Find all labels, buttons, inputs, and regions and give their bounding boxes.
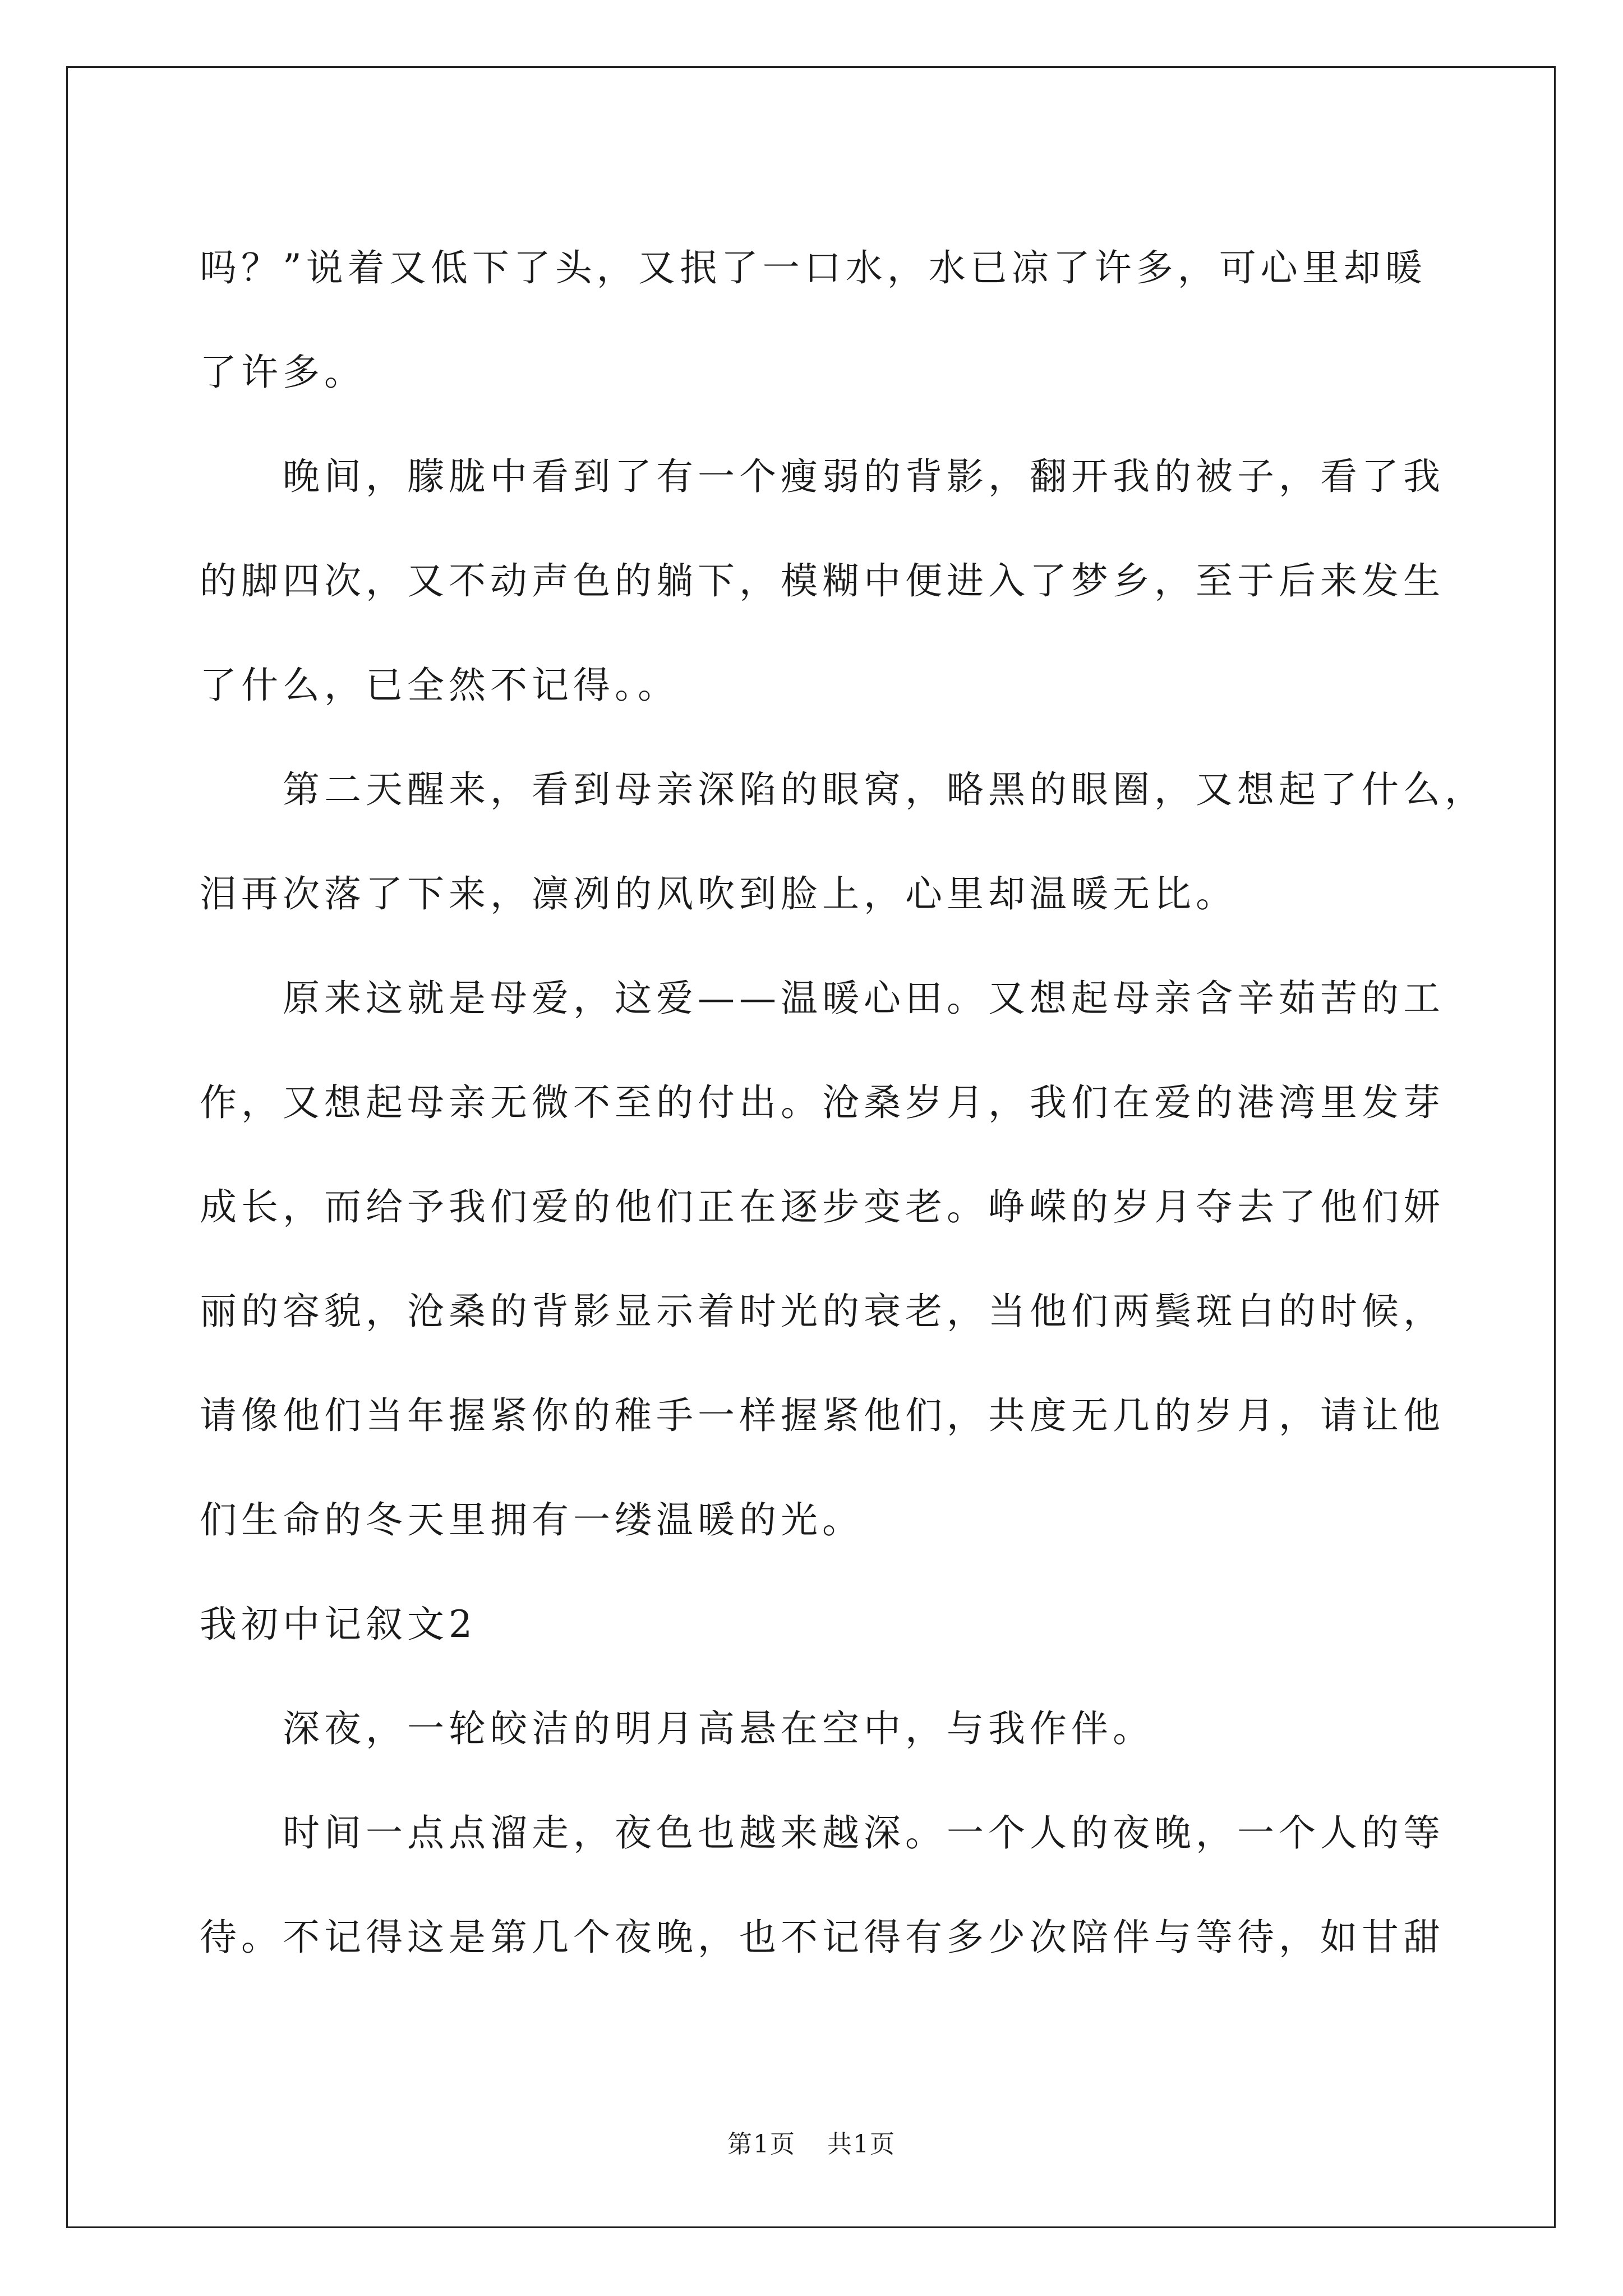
text-line: 泪再次落了下来，凛冽的风吹到脸上，心里却温暖无比。 bbox=[200, 872, 1237, 915]
text-line: 了许多。 bbox=[200, 351, 366, 394]
text-line: 作，又想起母亲无微不至的付出。沧桑岁月，我们在爱的港湾里发芽 bbox=[200, 1081, 1445, 1124]
text-line: 请像他们当年握紧你的稚手一样握紧他们，共度无几的岁月，请让他 bbox=[200, 1394, 1445, 1437]
text-line: 吗？”说着又低下了头，又抿了一口水，水已凉了许多，可心里却暖 bbox=[200, 246, 1427, 289]
text-line: 深夜，一轮皎洁的明月高悬在空中，与我作伴。 bbox=[283, 1707, 1154, 1750]
document-body bbox=[200, 216, 1486, 1990]
text-line: 原来这就是母爱，这爱——温暖心田。又想起母亲含辛茹苦的工 bbox=[283, 977, 1445, 1020]
text-line: 的脚四次，又不动声色的躺下，模糊中便进入了梦乡，至于后来发生 bbox=[200, 559, 1445, 602]
page-total: 共1页 bbox=[827, 2130, 896, 2159]
section-heading: 我初中记叙文2 bbox=[200, 1603, 477, 1646]
text-line: 第二天醒来，看到母亲深陷的眼窝，略黑的眼圈，又想起了什么， bbox=[283, 768, 1486, 811]
page-footer bbox=[0, 2128, 1623, 2161]
text-line: 晚间，朦胧中看到了有一个瘦弱的背影，翻开我的被子，看了我 bbox=[283, 455, 1445, 498]
text-line: 丽的容貌，沧桑的背影显示着时光的衰老，当他们两鬓斑白的时候， bbox=[200, 1290, 1445, 1333]
text-line: 待。不记得这是第几个夜晚，也不记得有多少次陪伴与等待，如甘甜 bbox=[200, 1916, 1445, 1959]
page-number: 第1页 bbox=[727, 2130, 796, 2159]
text-line: 成长，而给予我们爱的他们正在逐步变老。峥嵘的岁月夺去了他们妍 bbox=[200, 1185, 1445, 1228]
text-line: 们生命的冬天里拥有一缕温暖的光。 bbox=[200, 1498, 864, 1542]
text-line: 时间一点点溜走，夜色也越来越深。一个人的夜晚，一个人的等 bbox=[283, 1811, 1445, 1855]
text-line: 了什么，已全然不记得。。 bbox=[200, 664, 679, 707]
